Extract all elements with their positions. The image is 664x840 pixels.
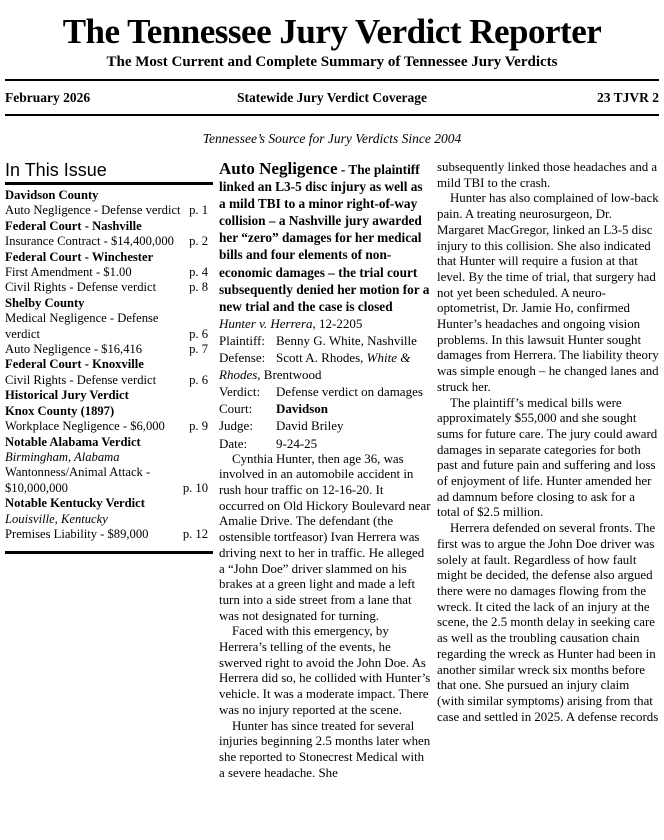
toc-entry-text: Shelby County <box>5 295 85 310</box>
article-paragraph: subsequently linked those headaches and a mild TBI to the crash. <box>437 160 658 190</box>
newsletter-page <box>0 12 664 781</box>
toc-section-heading <box>5 250 213 265</box>
toc-page-ref: p. 9 <box>189 419 208 434</box>
article-column-2 <box>437 160 659 725</box>
toc-page-ref: p. 8 <box>189 280 208 295</box>
toc-entry-text: Federal Court - Nashville <box>5 218 142 233</box>
case-detail-row-verdict <box>219 383 431 400</box>
detail-value: Defense verdict on damages <box>276 384 423 400</box>
toc-entry-text: Wantonness/Animal Attack - <box>5 465 151 480</box>
toc-entry-text: $10,000,000 <box>5 480 68 495</box>
detail-label: Plaintiff: <box>219 332 265 348</box>
toc-entry <box>5 327 213 342</box>
toc-entry-text: Davidson County <box>5 188 99 202</box>
toc-entry-text: Historical Jury Verdict <box>5 388 129 403</box>
toc-section-heading <box>5 435 213 450</box>
toc-page-ref: p. 12 <box>182 526 208 541</box>
toc-entry-text: Federal Court - Winchester <box>5 249 154 264</box>
toc-section-heading <box>5 188 213 203</box>
toc <box>5 160 213 554</box>
info-bar <box>5 81 659 114</box>
toc-entry <box>5 373 213 388</box>
toc-page-ref: p. 7 <box>189 342 208 357</box>
toc-page-ref: p. 1 <box>189 203 208 218</box>
toc-entry <box>5 234 213 249</box>
headline-separator: - <box>337 162 349 177</box>
article-paragraph: Cynthia Hunter, then age 36, was involved in an automobile accident in rush hour traffic on 12-16-20. It occurred on Old Hickory Boulevard near Amalie Drive. The defendant (the ostensible tortfeasor) Ivan Herrera was driving next to her in traffic. He alleged a “John Doe” driver slammed on his brakes at a green light and made a left turn into a side street from a lane that was not designated for turning. <box>219 451 431 623</box>
toc-page-ref: p. 2 <box>189 234 208 249</box>
issue-date: February 2026 <box>5 90 91 105</box>
toc-page-ref: p. 6 <box>189 326 208 341</box>
toc-entry-text: Federal Court - Knoxville <box>5 357 144 372</box>
toc-entry-text: First Amendment - $1.00 <box>5 265 132 280</box>
case-detail-row-date <box>219 435 431 452</box>
toc-page-ref: p. 6 <box>189 372 208 387</box>
detail-value: David Briley <box>276 418 344 434</box>
article-paragraph: Herrera defended on several fronts. The first was to argue the John Doe driver was solely at fault. Regardless of how fault might be decided, the defense also argued there were no damages flowing from the wreck. It cited the lack of an injury at the scene, the 2.5 month delay in seeking care as well as the troubling causation chain regarding the wreck as Hunter had been in another similar wreck six months before that one. She pursued an injury claim (with similar symptoms) arising from that case and settled in 2025. A defense records <box>437 521 659 724</box>
toc-entry <box>5 203 213 218</box>
article-paragraph: The plaintiff’s medical bills were approximately $55,000 and she sought sums for future care. The jury could award damages in separate categories for both past and future pain and suffering and loss of enjoyment of life. Hunter amended her ad damnum before closing to ask for a total of $2.5 million. <box>437 395 658 520</box>
toc-entry-text: Knox County (1897) <box>5 403 115 418</box>
toc-section-heading <box>5 296 213 311</box>
detail-value: Scott A. Rhodes, <box>276 350 367 366</box>
article-paragraph: Hunter has since treated for several injuries beginning 2.5 months later when she reported to Stonecrest Medical with a severe headache. She <box>219 718 431 780</box>
defense-firm: White & Rhodes <box>219 350 411 383</box>
toc-section-heading <box>5 388 213 403</box>
toc-entry <box>5 419 213 434</box>
toc-entry-text: Notable Kentucky Verdict <box>5 496 145 511</box>
defense-city: , Brentwood <box>257 367 322 383</box>
content-columns <box>5 160 659 781</box>
toc-location <box>5 512 213 527</box>
toc-bottom-rule <box>5 551 213 554</box>
headline-text: The plaintiff linked an L3-5 disc injury as well as a mild TBI to a minor right-of-way collision – a Nashville jury awarded her “zero” damages for her medical bills and four elements of non-economic damages – the trial court subsequently denied her motion for a new trial and the case is closed <box>219 162 430 314</box>
coverage-title: Statewide Jury Verdict Coverage <box>236 90 428 105</box>
toc-section-heading <box>5 357 213 372</box>
toc-entry-text: Workplace Negligence - $6,000 <box>5 419 165 434</box>
article-column-1 <box>219 160 431 781</box>
toc-entry <box>5 280 213 295</box>
masthead-title: The Tennessee Jury Verdict Reporter <box>62 12 602 51</box>
case-name: Hunter v. Herrera <box>219 315 313 331</box>
detail-label: Date: <box>219 435 248 451</box>
case-detail-row-judge <box>219 417 431 434</box>
detail-value: Benny G. White, Nashville <box>276 332 417 348</box>
tagline: Tennessee’s Source for Jury Verdicts Since 2004 <box>202 131 462 146</box>
toc-entry-text: Premises Liability - $89,000 <box>5 526 149 541</box>
masthead-subtitle: The Most Current and Complete Summary of Tennessee Jury Verdicts <box>106 54 558 70</box>
toc-entry-text: Notable Alabama Verdict <box>5 434 141 449</box>
toc-section-heading <box>5 404 213 419</box>
detail-label: Defense: <box>219 350 266 366</box>
toc-page-ref: p. 10 <box>182 480 208 495</box>
toc-entry-text: Insurance Contract - $14,400,000 <box>5 234 174 249</box>
detail-value: 9-24-25 <box>276 435 318 451</box>
case-detail-row-plaintiff <box>219 332 431 349</box>
case-citation <box>219 315 431 332</box>
toc-section-heading <box>5 219 213 234</box>
toc-entry-text: Auto Negligence - $16,416 <box>5 342 143 357</box>
toc-entry-text: verdict <box>5 326 40 341</box>
toc-entry <box>5 465 213 480</box>
toc-entry <box>5 342 213 357</box>
toc-entry-text: Birmingham, Alabama <box>5 449 120 464</box>
case-detail-row-defense <box>219 349 431 383</box>
detail-label: Judge: <box>219 418 253 434</box>
toc-entry-text: Civil Rights - Defense verdict <box>5 280 157 295</box>
toc-entry <box>5 527 213 542</box>
toc-entry <box>5 311 213 326</box>
detail-label: Verdict: <box>219 384 261 400</box>
toc-entry-text: Civil Rights - Defense verdict <box>5 372 157 387</box>
case-docket: , 12-2205 <box>312 315 363 331</box>
toc-entry-text: Medical Negligence - Defense <box>5 311 159 326</box>
toc-page-ref: p. 4 <box>189 265 208 280</box>
detail-label: Court: <box>219 401 253 417</box>
toc-heading: In This Issue <box>5 160 213 185</box>
toc-entry <box>5 481 213 496</box>
toc-location <box>5 450 213 465</box>
toc-entry-text: Louisville, Kentucky <box>5 511 108 526</box>
toc-entry <box>5 265 213 280</box>
detail-value: Davidson <box>276 401 329 417</box>
toc-entry-text: Auto Negligence - Defense verdict <box>5 203 181 218</box>
article-category: Auto Negligence <box>219 159 338 178</box>
toc-section-heading <box>5 496 213 511</box>
masthead-bottom-rule <box>5 114 659 116</box>
article-headline <box>219 160 431 315</box>
volume-citation: 23 TJVR 2 <box>596 90 659 105</box>
article-paragraph: Hunter has also complained of low-back pain. A treating neurosurgeon, Dr. Margaret MacGregor, linked an L3-5 disc injury to this collision. She also indicated that Hunter will require a fusion at that level. By the time of trial, that surgery had not yet been scheduled. A neuro-optometrist, Dr. Jamie Ho, confirmed Hunter’s headaches and ongoing vision problems. In this lawsuit Hunter sought damages from Herrera. The liability theory was simple enough – he changed lanes and struck her. <box>437 191 659 394</box>
article-paragraph: Faced with this emergency, by Herrera’s telling of the events, he swerved right to avoid the John Doe. As Herrera did so, he collided with Hunter’s vehicle. It was a moderate impact. There was no injury reported at the scene. <box>219 624 431 717</box>
masthead <box>5 12 659 147</box>
case-detail-row-court <box>219 400 431 417</box>
